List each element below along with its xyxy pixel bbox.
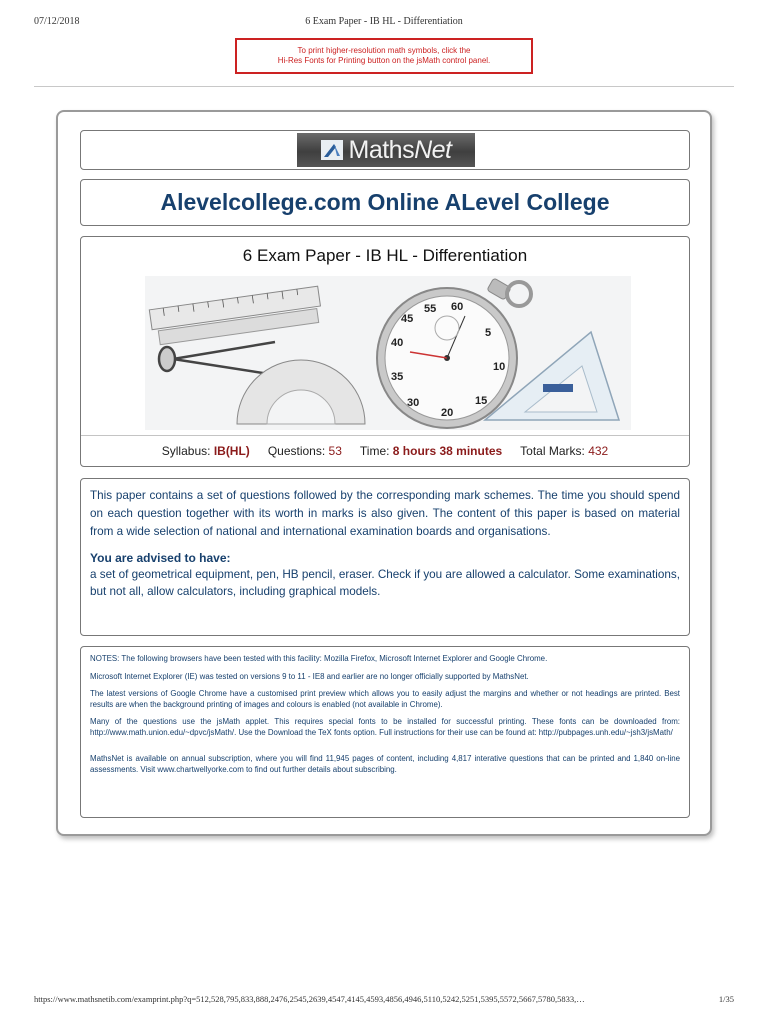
geometry-equipment-stopwatch-image [145,276,631,430]
syllabus-label: Syllabus: [161,444,211,458]
intro-panel [80,478,690,636]
svg-text:60: 60 [451,301,464,313]
svg-text:45: 45 [401,313,414,325]
intro-paragraph: This paper contains a set of questions followed by the corresponding mark schemes. The time you should spend on each question together with its worth in marks is also given. The content of this paper is based on material from a wide selection of national and international examination boards and organisations. [90,489,680,538]
jsmath-notice-line: To print higher-resolution math symbols, click the [297,46,471,55]
svg-text:40: 40 [391,337,404,349]
logo-name-prefix: Maths [348,135,415,164]
print-header [34,16,734,30]
svg-text:15: 15 [475,395,488,407]
total-marks-info [520,444,608,458]
note-jsmath-fonts: Many of the questions use the jsMath applet. This requires special fonts to be installed for successful printing. These fonts can be downloaded from: http://www.math.union.edu/~dpvc/jsMath/. Use the Download the TeX fonts option. Full instructions for their use can be found at: http://pubpages.unh.edu/~jsh3/jsMath/ [90,717,680,737]
jsmath-notice [235,38,533,74]
advise-text: a set of geometrical equipment, pen, HB pencil, eraser. Check if you are allowed a calculator. Some examinations, but not all, allow calculators, including graphical models. [90,568,680,598]
syllabus-value: IB(HL) [213,444,250,458]
advise-heading: You are advised to have: [90,551,231,565]
divider [34,86,734,87]
time-value: 8 hours 38 minutes [392,444,503,458]
exam-cover-page [56,110,712,836]
note-browsers: NOTES: The following browsers have been tested with this facility: Mozilla Firefox, Microsoft Internet Explorer and Google Chrome. [90,654,548,663]
questions-value: 53 [328,444,342,458]
logo-name-suffix: Net [414,135,452,164]
college-panel [80,179,690,226]
exam-summary-panel [80,236,690,467]
note-chrome-print: The latest versions of Google Chrome have a customised print preview which allows you to easily adjust the margins and whether or not headings are printed. Best results are when the background printing of images and colours is enabled (not available in Chrome). [90,689,680,709]
svg-text:35: 35 [391,371,404,383]
svg-text:55: 55 [424,303,437,315]
total-marks-label: Total Marks: [520,444,585,458]
notes-panel [80,646,690,818]
jsmath-notice-line: Hi-Res Fonts for Printing button on the jsMath control panel. [277,56,491,65]
page-number: 1/35 [718,994,734,1004]
print-url: https://www.mathsnetib.com/examprint.php?q=512,528,795,833,888,2476,2545,2639,4547,4145,4593,4856,4946,5110,5242,5251,5395,5572,5667,5780,5833,… [34,994,585,1004]
college-title: Alevelcollege.com Online ALevel College [160,189,610,215]
exam-title: 6 Exam Paper - IB HL - Differentiation [242,246,528,265]
exam-meta [81,435,689,466]
time-label: Time: [359,444,390,458]
svg-text:20: 20 [441,407,454,419]
mathsnet-logo-text [349,136,452,165]
questions-info [268,444,342,458]
print-page-title: 6 Exam Paper - IB HL - Differentiation [305,16,463,27]
mathsnet-logo-icon [321,140,343,160]
note-subscription: MathsNet is available on annual subscription, where you will find 11,945 pages of content, including 4,817 interative questions that can be printed and 1,840 on-line assessments. Visit www.chartwellyorke.com to find out further details about subscribing. [90,754,680,774]
syllabus-info [162,444,250,458]
note-ie-support: Microsoft Internet Explorer (IE) was tested on versions 9 to 11 - IE8 and earlier are no longer officially supported by MathsNet. [90,671,529,681]
mathsnet-logo [297,133,475,167]
svg-text:30: 30 [407,397,420,409]
questions-label: Questions: [267,444,326,458]
total-marks-value: 432 [588,444,609,458]
print-date: 07/12/2018 [34,16,80,27]
print-footer [34,994,734,1008]
time-info [360,444,502,458]
logo-panel [80,130,690,170]
svg-text:10: 10 [493,361,506,373]
svg-text:5: 5 [485,327,492,339]
